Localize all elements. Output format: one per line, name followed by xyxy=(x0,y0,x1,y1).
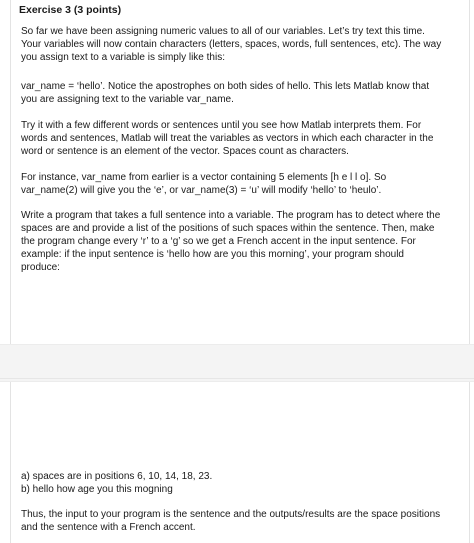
text-line: Write a program that takes a full sentence into a variable. The program has to detect where the xyxy=(21,210,441,221)
expected-output xyxy=(21,470,461,496)
text-line: example: if the input sentence is ‘hello how are you this morning’, your program should xyxy=(21,249,404,260)
paragraph-try-it xyxy=(21,119,461,158)
text-line: var_name = ‘hello’. Notice the apostrophes on both sides of hello. This lets Matlab know that xyxy=(21,81,430,92)
paragraph-instance xyxy=(21,171,461,197)
text-line: spaces are and provide a list of the positions of such spaces within the sentence. Then, make xyxy=(21,223,435,234)
text-line: you are assigning text to the variable var_name. xyxy=(21,94,234,105)
text-line: Try it with a few different words or sentences until you see how Matlab interprets them. For xyxy=(21,120,422,131)
paragraph-task xyxy=(21,209,461,274)
text-line: words and sentences, Matlab will treat the variables as vectors in which each character in the xyxy=(21,133,434,144)
text-line: Thus, the input to your program is the sentence and the outputs/results are the space positions xyxy=(21,509,441,520)
text-line: produce: xyxy=(21,262,60,273)
text-line: Your variables will now contain characters (letters, spaces, words, full sentences, etc). The way xyxy=(21,39,442,50)
text-line: word or sentence is an element of the vector. Spaces count as characters. xyxy=(21,146,349,157)
paragraph-summary xyxy=(21,508,461,534)
paragraph-intro xyxy=(21,25,461,64)
text-line: and the sentence with a French accent. xyxy=(21,522,196,533)
text-line: the program change every ‘r’ to a ‘g’ so we get a French accent in the input sentence. For xyxy=(21,236,416,247)
exercise-title: Exercise 3 (3 points) xyxy=(19,4,122,16)
separator-band xyxy=(0,344,474,382)
paragraph-assignment xyxy=(21,80,461,106)
text-line: b) hello how age you this mogning xyxy=(21,484,173,495)
separator-line xyxy=(0,378,474,379)
text-line: For instance, var_name from earlier is a vector containing 5 elements [h e l l o]. So xyxy=(21,172,387,183)
text-line: So far we have been assigning numeric values to all of our variables. Let’s try text this time. xyxy=(21,26,425,37)
text-line: you assign text to a variable is simply like this: xyxy=(21,52,225,63)
text-line: a) spaces are in positions 6, 10, 14, 18, 23. xyxy=(21,471,213,482)
text-line: var_name(2) will give you the ‘e’, or var_name(3) = ‘u’ will modify ‘hello’ to ‘heulo’. xyxy=(21,185,382,196)
